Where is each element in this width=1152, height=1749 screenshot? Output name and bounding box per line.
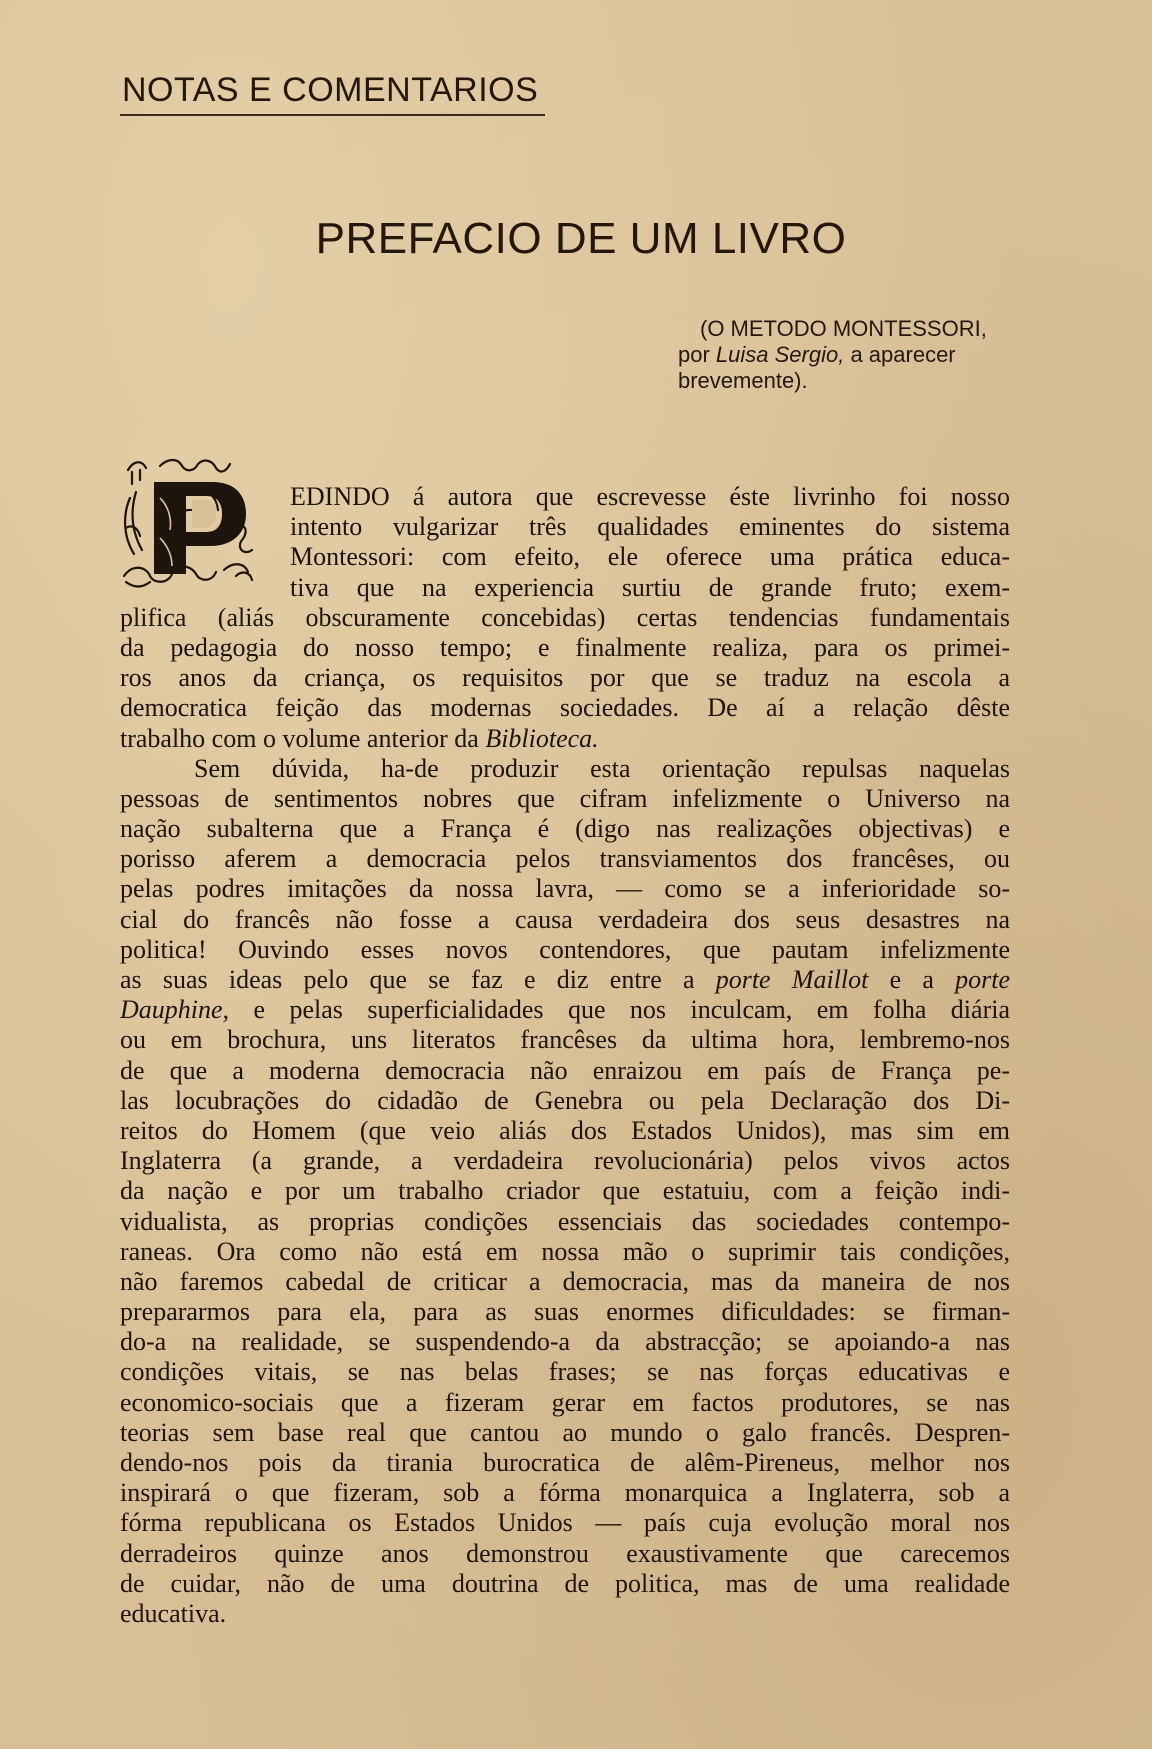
p1-line-1 [120, 482, 1010, 512]
p2-line-9-text: e pelas superficialidades que nos inculcam, em folha diária [229, 995, 1010, 1025]
p2-line-8-text: as suas ideas pelo que se faz e diz entre a [120, 965, 716, 994]
p2-line-12: las locubrações do cidadão de Genebra ou pela Declaração dos Di- [120, 1085, 1010, 1115]
running-head-rule [120, 114, 545, 116]
p2-line-6: cial do francês não fosse a causa verdadeira dos seus desastres na [120, 904, 1010, 934]
p2-line-29: educativa. [120, 1598, 227, 1628]
p2-line-7: politica! Ouvindo esses novos contendores, que pautam infelizmente [120, 934, 1010, 964]
p1-line-3: Montessori: com efeito, ele oferece uma prática educa- [290, 542, 1010, 572]
subtitle-author: Luisa Sergio, [715, 342, 845, 367]
p2-line-10: ou em brochura, uns literatos francêses da ultima hora, lembremo-nos [120, 1025, 1010, 1055]
p1-line-7: ros anos da criança, os requisitos por que se traduz na escola a [120, 663, 1010, 693]
p2-line-25: inspirará o que fizeram, sob a fórma monarquica a Inglaterra, sob a [120, 1478, 1010, 1508]
p1-line-1-text: á autora que escrevesse éste livrinho foi nosso [389, 482, 1010, 511]
p1-line-8: democratica feição das modernas sociedades. De aí a relação dêste [120, 693, 1010, 723]
p2-line-18: não faremos cabedal de criticar a democracia, mas da maneira de nos [120, 1266, 1010, 1296]
subtitle-by: por [678, 342, 716, 367]
p1-line-9 [120, 724, 1010, 754]
p2-line-1: Sem dúvida, ha-de produzir esta orientação repulsas naquelas [194, 753, 1010, 783]
p2-line-19: prepararmos para ela, para as suas enormes dificuldades: se firman- [120, 1297, 1010, 1327]
p2-line-24: dendo-nos pois da tirania burocratica de alêm-Pireneus, melhor nos [120, 1448, 1010, 1477]
subtitle-line-1: (O METODO MONTESSORI, [700, 316, 987, 341]
p2-line-15: da nação e por um trabalho criador que estatuiu, com a feição indi- [120, 1176, 1010, 1206]
p1-line-6: da pedagogia do nosso tempo; e finalmente realiza, para os primei- [120, 632, 1010, 662]
p2-line-27: derradeiros quinze anos demonstrou exaustivamente que carecemos [120, 1538, 1010, 1568]
p2-line-26: fórma republicana os Estados Unidos — país cuja evolução moral nos [120, 1508, 1010, 1538]
article-title: PREFACIO DE UM LIVRO [315, 214, 847, 263]
running-head: NOTAS E COMENTARIOS [122, 71, 539, 109]
p2-line-8-mid: e a [868, 965, 956, 994]
subtitle-forthcoming: a aparecer [844, 342, 956, 367]
p1-biblioteca: Biblioteca. [485, 723, 599, 753]
p2-dauphine: Dauphine, [120, 995, 230, 1025]
p2-line-13: reitos do Homem (que veio aliás dos Estados Unidos), mas sim em [120, 1115, 1010, 1145]
p2-line-20: do-a na realidade, se suspendendo-a da abstracção; se apoiando-a nas [120, 1327, 1010, 1357]
p2-line-11: de que a moderna democracia não enraizou em país de França pe- [120, 1055, 1010, 1085]
p1-first-word: EDINDO [290, 482, 390, 511]
subtitle-line-2 [678, 342, 1013, 368]
p2-porte: porte [955, 965, 1010, 994]
subtitle-note [678, 316, 1013, 394]
p2-line-14: Inglaterra (a grande, a verdadeira revolucionária) pelos vivos actos [120, 1146, 1010, 1176]
p1-line-2: intento vulgarizar três qualidades eminentes do sistema [290, 512, 1010, 542]
p2-line-8 [120, 965, 1010, 995]
p2-line-21: condições vitais, se nas belas frases; se nas forças educativas e [120, 1357, 1010, 1387]
p1-line-4: tiva que na experiencia surtiu de grande fruto; exem- [290, 572, 1010, 602]
p2-line-16: vidualista, as proprias condições essenciais das sociedades contempo- [120, 1206, 1010, 1236]
p2-line-4: porisso aferem a democracia pelos transviamentos dos francêses, ou [120, 844, 1010, 874]
article-body [120, 482, 1010, 1629]
p2-line-3: nação subalterna que a França é (digo nas realizações objectivas) e [120, 814, 1010, 844]
p1-line-9-text: trabalho com o volume anterior da [120, 723, 486, 753]
p2-line-28: de cuidar, não de uma doutrina de politica, mas de uma realidade [120, 1568, 1010, 1598]
p2-line-9 [120, 995, 1010, 1025]
p2-porte-maillot: porte Maillot [715, 965, 869, 994]
p2-line-2: pessoas de sentimentos nobres que cifram infelizmente o Universo na [120, 783, 1010, 813]
p1-line-5: plifica (aliás obscuramente concebidas) certas tendencias fundamentais [120, 602, 1010, 632]
subtitle-line-3: brevemente). [678, 368, 808, 393]
p2-line-17: raneas. Ora como não está em nossa mão o suprimir tais condições, [120, 1236, 1010, 1266]
p2-line-5: pelas podres imitações da nossa lavra, — como se a inferioridade so- [120, 874, 1010, 904]
p2-line-23: teorias sem base real que cantou ao mundo o galo francês. Despren- [120, 1417, 1010, 1447]
p2-line-22: economico-sociais que a fizeram gerar em factos produtores, se nas [120, 1387, 1010, 1417]
